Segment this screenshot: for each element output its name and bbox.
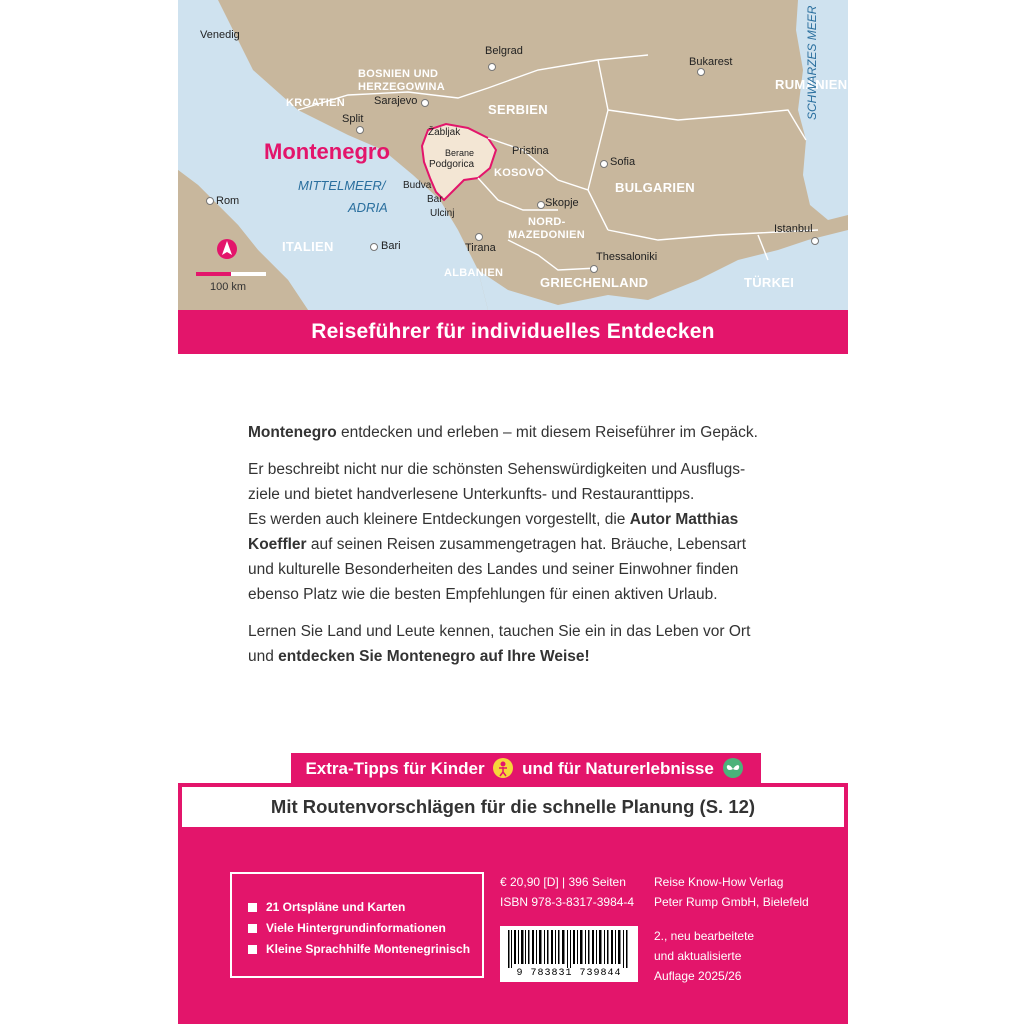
extra-tips-tab	[291, 753, 761, 785]
city-dot	[590, 265, 598, 273]
text: und	[248, 648, 279, 665]
city-dot	[206, 197, 214, 205]
city-istanbul: Istanbul	[774, 223, 813, 235]
paragraph-1	[248, 420, 808, 445]
city-tirana: Tirana	[465, 242, 496, 254]
city-venedig: Venedig	[200, 29, 240, 41]
paragraph-2	[248, 457, 808, 607]
text: entdecken und erleben – mit diesem Reiseführer im Gepäck.	[336, 424, 758, 441]
sea-adria: ADRIA	[348, 200, 388, 215]
feature-item	[248, 921, 482, 935]
city-dot	[475, 233, 483, 241]
text: ziele und bietet handverlesene Unterkunfts- und Restauranttipps.	[248, 486, 695, 503]
country-kroatien: KROATIEN	[286, 97, 346, 109]
features-box	[230, 872, 484, 978]
publisher-line: Peter Rump GmbH, Bielefeld	[654, 895, 809, 909]
bold-callout: entdecken Sie Montenegro auf Ihre Weise!	[278, 648, 590, 665]
feature-label: 21 Ortspläne und Karten	[266, 900, 406, 914]
paragraph-3	[248, 619, 808, 669]
edition-line: 2., neu bearbeitete	[654, 929, 755, 943]
price-line: € 20,90 [D] | 396 Seiten	[500, 875, 626, 889]
scale-bar	[196, 272, 266, 276]
bullet-square-icon	[248, 924, 257, 933]
edition-info	[654, 926, 754, 986]
feature-label: Kleine Sprachhilfe Montenegrinisch	[266, 942, 471, 956]
compass-north-icon	[216, 238, 238, 270]
country-mazedonien: MAZEDONIEN	[508, 229, 585, 241]
city-rom: Rom	[216, 195, 240, 207]
country-rumaenien: RUMÄNIEN	[775, 77, 848, 92]
price-info	[500, 872, 634, 912]
feature-item	[248, 900, 482, 914]
text: Er beschreibt nicht nur die schönsten Sehenswürdigkeiten und Ausflugs-	[248, 461, 746, 478]
city-dot	[356, 126, 364, 134]
city-bar: Bar	[427, 194, 443, 205]
country-kosovo: KOSOVO	[494, 167, 545, 179]
country-bosnien-1: BOSNIEN UND	[358, 68, 439, 80]
country-bosnien-2: HERZEGOWINA	[358, 81, 446, 93]
sea-mittelmeer: MITTELMEER/	[298, 178, 386, 193]
publisher-line: Reise Know-How Verlag	[654, 875, 784, 889]
country-bulgarien: BULGARIEN	[615, 180, 695, 195]
country-serbien: SERBIEN	[488, 102, 548, 117]
city-budva: Budva	[403, 180, 432, 191]
text: Es werden auch kleinere Entdeckungen vorgestellt, die	[248, 511, 630, 528]
scale-label: 100 km	[210, 281, 247, 293]
city-ulcinj: Ulcinj	[430, 208, 455, 219]
city-bukarest: Bukarest	[689, 56, 733, 68]
text: Lernen Sie Land und Leute kennen, tauchen Sie ein in das Leben vor Ort	[248, 623, 751, 640]
city-belgrad: Belgrad	[485, 45, 523, 57]
city-podgorica: Podgorica	[429, 159, 475, 170]
city-dot	[811, 237, 819, 245]
country-italien: ITALIEN	[282, 239, 334, 254]
city-sarajevo: Sarajevo	[374, 95, 418, 107]
highlight-montenegro: Montenegro	[264, 139, 390, 164]
child-icon	[493, 758, 513, 778]
city-zabljak: Žabljak	[428, 127, 461, 138]
feature-label: Viele Hintergrundinformationen	[266, 921, 446, 935]
isbn: ISBN 978-3-8317-3984-4	[500, 895, 635, 909]
description	[248, 420, 808, 681]
city-berane: Berane	[445, 148, 475, 158]
author-name: Koeffler	[248, 536, 307, 553]
barcode-bars-icon	[500, 928, 638, 968]
text: und kulturelle Besonderheiten des Landes und seiner Einwohner finden	[248, 561, 739, 578]
city-dot	[537, 201, 545, 209]
bullet-square-icon	[248, 945, 257, 954]
city-dot	[697, 68, 705, 76]
city-dot	[600, 160, 608, 168]
bullet-square-icon	[248, 903, 257, 912]
city-split: Split	[342, 113, 364, 125]
city-pristina: Pristina	[512, 145, 549, 157]
region-map	[178, 0, 848, 310]
city-thessaloniki: Thessaloniki	[596, 251, 658, 263]
butterfly-icon	[723, 758, 743, 778]
text: ebenso Platz wie die besten Empfehlungen für einen aktiven Urlaub.	[248, 586, 718, 603]
edition-line: und aktualisierte	[654, 949, 742, 963]
barcode	[500, 926, 638, 982]
author-name: Autor Matthias	[629, 511, 739, 528]
subtitle-banner: Reiseführer für individuelles Entdecken	[178, 310, 848, 354]
text: auf seinen Reisen zusammengetragen hat. Bräuche, Lebensart	[306, 536, 747, 553]
city-dot	[488, 63, 496, 71]
country-tuerkei: TÜRKEI	[744, 275, 795, 290]
city-dot	[370, 243, 378, 251]
country-griechenland: GRIECHENLAND	[540, 275, 649, 290]
edition-line: Auflage 2025/26	[654, 969, 742, 983]
city-dot	[421, 99, 429, 107]
extra-tips-nature: und für Naturerlebnisse	[522, 759, 714, 778]
routes-box: Mit Routenvorschlägen für die schnelle Planung (S. 12)	[182, 787, 844, 827]
city-skopje: Skopje	[545, 197, 579, 209]
extra-tips-kids: Extra-Tipps für Kinder	[305, 759, 485, 778]
barcode-number: 9 783831 739844	[516, 968, 622, 979]
country-nord: NORD-	[528, 216, 566, 228]
bold-montenegro: Montenegro	[248, 424, 337, 441]
sea-black: SCHWARZES MEER	[805, 5, 819, 120]
city-sofia: Sofia	[610, 156, 636, 168]
publisher-info	[654, 872, 809, 912]
city-bari: Bari	[381, 240, 401, 252]
back-cover	[178, 0, 848, 1024]
feature-item	[248, 942, 482, 956]
country-albanien: ALBANIEN	[444, 267, 504, 279]
